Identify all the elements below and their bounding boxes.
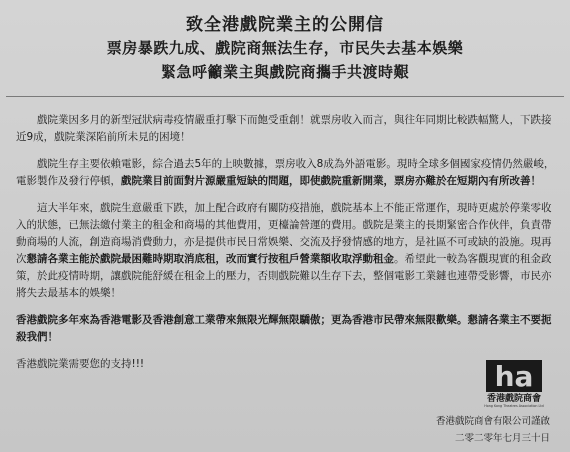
paragraph-3	[16, 200, 556, 302]
logo-name-en: Hong Kong Theatres Association Ltd	[484, 404, 544, 408]
paragraph-3-text: 這大半年來，戲院生意嚴重下跌，加上配合政府有關防疫措施，戲院基本上不能正常運作，現時更處於停業零收入的狀態，已無法繳付業主的租金和商場的其他費用，更檯論營運的費用。戲院是業主的長期緊密合作伙伴，負責帶動商場的人流，創造商場消費動力，亦是提供市民日常娛樂、交流及抒發情感的地方，是社區不可或缺的設施。現再次	[16, 202, 552, 265]
paragraph-2	[16, 156, 556, 190]
logo-name-zh: 香港戲院商會	[486, 394, 542, 404]
paragraph-1-text: 戲院業因多月的新型冠狀病毒疫情嚴重打擊下而飽受重創！就票房收入而言，與往年同期比較跌幅驚人，下跌接近9成，戲院業深陷前所未見的困境！	[16, 114, 552, 143]
divider	[6, 96, 564, 97]
paragraph-3-emphasis: 懇請各業主能於戲院最困難時期取消底租，改而實行按租戶營業額收取浮動租金	[26, 253, 394, 265]
headline-primary: 票房暴跌九成、戲院商無法生存，市民失去基本娛樂	[106, 39, 464, 57]
paragraph-2-text: 戲院生存主要依賴電影，綜合過去5年的上映數據，票房收入8成為外語電影。現時全球多個國家疫情仍然嚴峻，電影製作及發行停頓，	[16, 158, 555, 187]
paragraph-1	[16, 112, 556, 146]
paragraph-3-text-end: 。希望此一較為客觀現實的租金政策，於此疫情時期，讓戲院能舒緩在租金上的壓力，否則戲院難以生存下去，整個電影工業鏈也連帶受影響，市民亦將失去最基本的娛樂！	[16, 253, 552, 299]
page-title: 致全港戲院業主的公開信	[186, 15, 384, 35]
signatory: 香港戲院商會有限公司謹啟	[435, 416, 550, 427]
letter-header	[0, 0, 570, 104]
support-line: 香港戲院業需要您的支持!!!	[16, 358, 145, 370]
letter-body	[16, 102, 556, 383]
paragraph-2-emphasis: 戲院業目前面對片源嚴重短缺的問題，即使戲院重新開業，票房亦難於在短期內有所改善！	[121, 175, 541, 187]
letter-date: 二零二零年七月三十日	[454, 433, 550, 444]
appeal-line: 香港戲院多年來為香港電影及香港創意工業帶來無限光輝無限驕傲；更為香港市民帶來無限歡樂。懇請各業主不要扼殺我們！	[16, 314, 552, 343]
headline-secondary: 緊急呼籲業主與戲院商攜手共渡時艱	[160, 63, 409, 81]
association-logo	[478, 358, 550, 408]
association-logo-icon	[478, 358, 550, 408]
logo-mark: ha	[494, 360, 534, 393]
